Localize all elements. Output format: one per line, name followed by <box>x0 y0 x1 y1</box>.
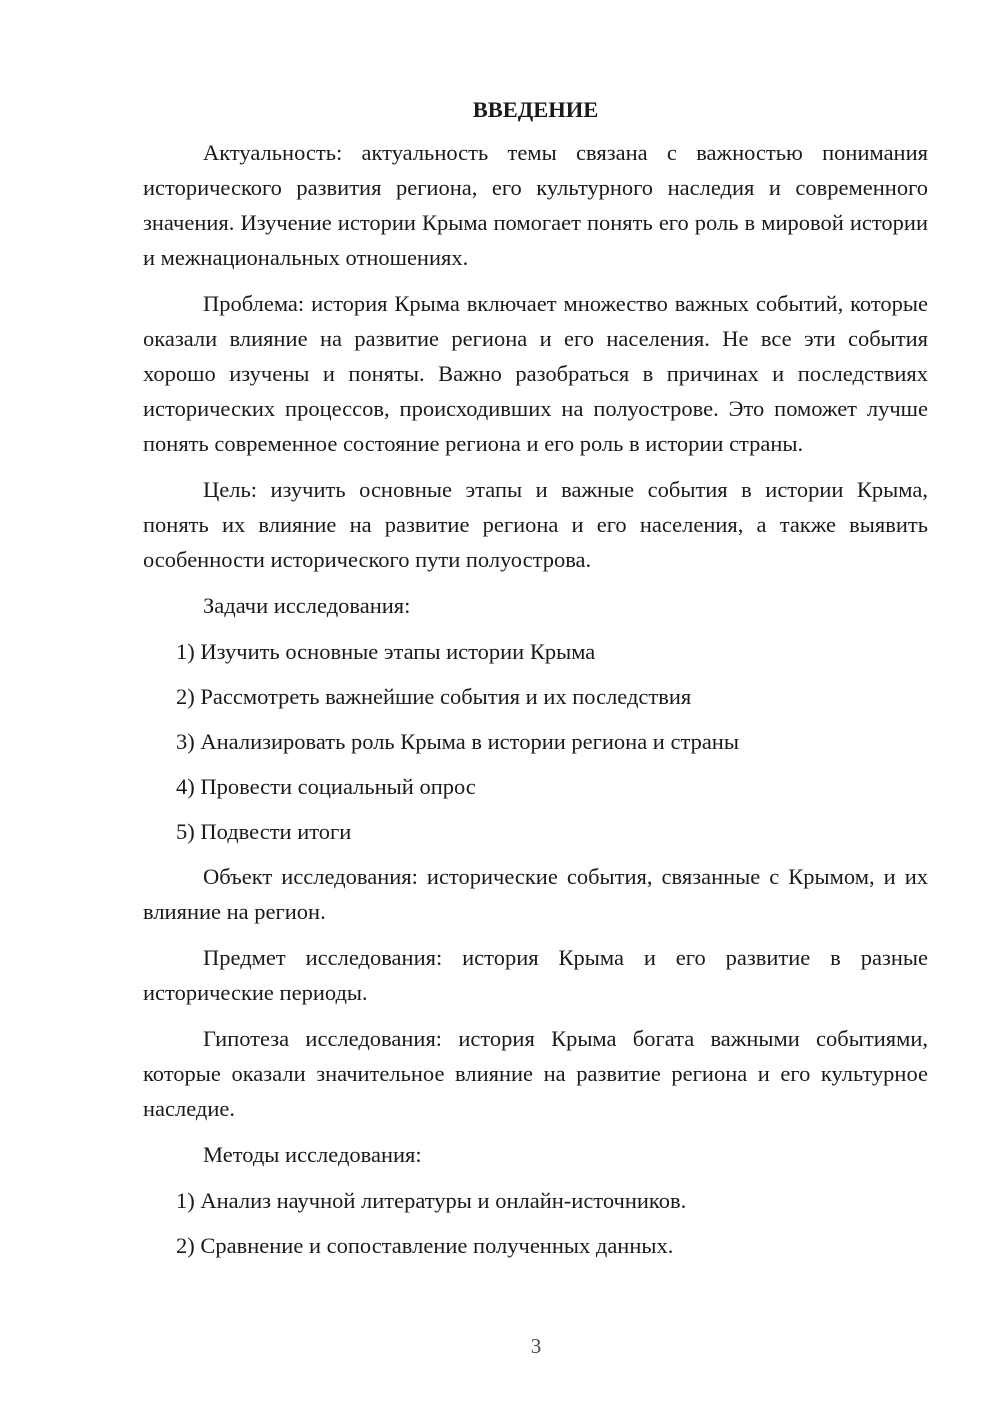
tasks-list <box>143 634 928 849</box>
task-item: 1) Изучить основные этапы истории Крыма <box>176 639 596 664</box>
section-title: ВВЕДЕНИЕ <box>472 97 599 122</box>
method-item: 2) Сравнение и сопоставление полученных данных. <box>176 1233 674 1258</box>
goal-paragraph: Цель: изучить основные этапы и важные события в истории Крыма, понять их влияние на развитие региона и его населения, а также выявить особенности исторического пути полуострова. <box>143 477 928 572</box>
relevance-paragraph: Актуальность: актуальность темы связана с важностью понимания исторического развития региона, его культурного наследия и современного значения. Изучение истории Крыма помогает понять его роль в мировой истории и межнациональных отношениях. <box>143 140 928 270</box>
problem-paragraph: Проблема: история Крыма включает множество важных событий, которые оказали влияние на развитие региона и его населения. Не все эти события хорошо изучены и поняты. Важно разобраться в причинах и последствиях исторических процессов, происходивших на полуострове. Это поможет лучше понять современное состояние региона и его роль в истории страны. <box>143 291 928 456</box>
task-item: 3) Анализировать роль Крыма в истории региона и страны <box>176 729 739 754</box>
task-item: 4) Провести социальный опрос <box>176 774 476 799</box>
page-content <box>143 92 928 1273</box>
task-item: 5) Подвести итоги <box>176 819 352 844</box>
page-number: 3 <box>530 1334 542 1358</box>
hypothesis-paragraph: Гипотеза исследования: история Крыма богата важными событиями, которые оказали значительное влияние на развитие региона и его культурное наследие. <box>143 1026 928 1121</box>
task-item: 2) Рассмотреть важнейшие события и их последствия <box>176 684 692 709</box>
object-paragraph: Объект исследования: исторические события, связанные с Крымом, и их влияние на регион. <box>143 864 928 924</box>
tasks-heading: Задачи исследования: <box>203 593 411 618</box>
subject-paragraph: Предмет исследования: история Крыма и его развитие в разные исторические периоды. <box>143 945 928 1005</box>
methods-heading: Методы исследования: <box>203 1142 422 1167</box>
methods-list <box>143 1183 928 1263</box>
method-item: 1) Анализ научной литературы и онлайн-источников. <box>176 1188 687 1213</box>
